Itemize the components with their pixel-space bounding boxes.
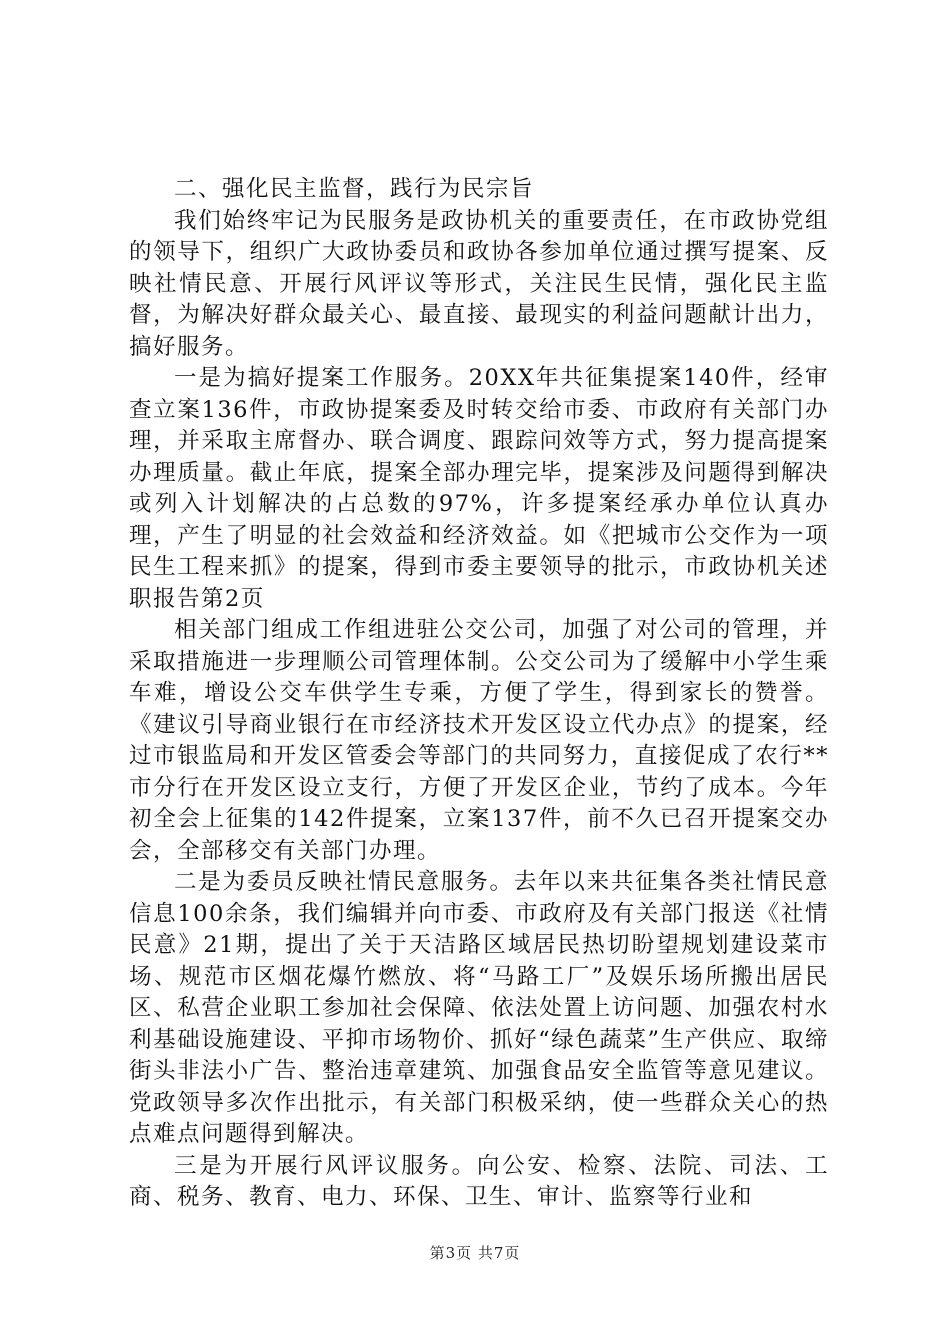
- page-number-footer: 第3页 共7页: [429, 1244, 521, 1262]
- paragraph-conduct-review: 三是为开展行风评议服务。向公安、检察、法院、司法、工商、税务、教育、电力、环保、卫生、审计、监察等行业和: [129, 1152, 829, 1210]
- paragraph-public-opinion: 二是为委员反映社情民意服务。去年以来共征集各类社情民意信息100余条，我们编辑并向市委、市政府及有关部门报送《社情民意》21期，提出了关于天洁路区域居民热切盼望规划建设菜市场、规范市区烟花爆竹燃放、将“马路工厂”及娱乐场所搬出居民区、私营企业职工参加社会保障、依法处置上访问题、加强农村水利基础设施建设、平抑市场物价、抓好“绿色蔬菜”生产供应、取缔街头非法小广告、整治违章建筑、加强食品安全监管等意见建议。党政领导多次作出批示，有关部门积极采纳，使一些群众关心的热点难点问题得到解决。: [129, 869, 829, 1147]
- paragraph-proposals: 一是为搞好提案工作服务。20XX年共征集提案140件，经审查立案136件，市政协提案委及时转交给市委、市政府有关部门办理，并采取主席督办、联合调度、跟踪问效等方式，努力提高提案办理质量。截止年底，提案全部办理完毕，提案涉及问题得到解决或列入计划解决的占总数的97%，许多提案经承办单位认真办理，产生了明显的社会效益和经济效益。如《把城市公交作为一项民生工程来抓》的提案，得到市委主要领导的批示，市政协机关述职报告第2页: [129, 365, 829, 612]
- paragraph-intro: 我们始终牢记为民服务是政协机关的重要责任，在市政协党组的领导下，组织广大政协委员和政协各参加单位通过撰写提案、反映社情民意、开展行风评议等形式，关注民生民情，强化民主监督，为解决好群众最关心、最直接、最现实的利益问题献计出力，搞好服务。: [129, 207, 829, 360]
- document-body: [129, 174, 829, 1214]
- section-heading: 二、强化民主监督，践行为民宗旨: [174, 176, 535, 202]
- paragraph-proposals-continued: 相关部门组成工作组进驻公交公司，加强了对公司的管理，并采取措施进一步理顺公司管理体制。公交公司为了缓解中小学生乘车难，增设公交车供学生专乘，方便了学生，得到家长的赞誉。《建议引导商业银行在市经济技术开发区设立代办点》的提案，经过市银监局和开发区管委会等部门的共同努力，直接促成了农行**市分行在开发区设立支行，方便了开发区企业，节约了成本。今年初全会上征集的142件提案，立案137件，前不久已召开提案交办会，全部移交有关部门办理。: [129, 617, 829, 864]
